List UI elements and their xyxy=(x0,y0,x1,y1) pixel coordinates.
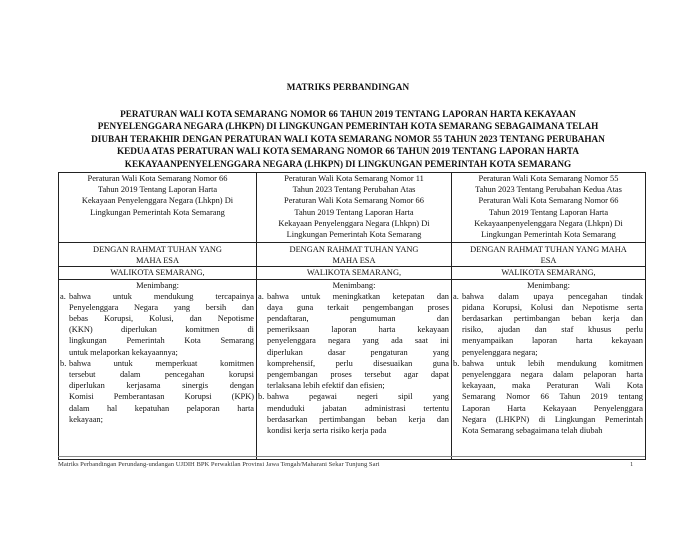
item-line: menduduki jabatan administrasi tertentu xyxy=(267,403,449,413)
document-subtitle xyxy=(48,108,648,170)
header-line: Tahun 2019 Tentang Laporan Harta xyxy=(488,207,609,217)
item-line: pengembangan proses tersebut agar dapat xyxy=(267,370,449,380)
item-line: terlaksana lebih efektif dan efisien; xyxy=(267,381,385,391)
considerations-cell xyxy=(257,279,452,459)
item-line: penyelenggara negara; xyxy=(462,347,538,357)
item-marker: a. xyxy=(258,291,264,301)
item-line: bebas Korupsi, Kolusi, dan Nepotisme xyxy=(69,314,254,324)
item-line: kondisi kerja serta risiko kerja pada xyxy=(267,426,387,436)
item-line: lingkungan Pemerintah Kota Semarang xyxy=(69,336,254,346)
menimbang-label: Menimbang: xyxy=(136,280,179,290)
regulation-header-1 xyxy=(59,173,257,243)
item-text xyxy=(267,291,451,392)
header-line: Lingkungan Pemerintah Kota Semarang xyxy=(90,207,225,217)
item-line: Negara (LHKPN) di Lingkungan Pemerintah xyxy=(462,414,643,424)
item-line: menyampaikan laporan harta kekayaan xyxy=(462,336,643,346)
item-line: dalam hal kepatuhan pelaporan harta xyxy=(69,403,254,413)
item-text xyxy=(462,291,645,358)
item-line: bahwa untuk mendukung tercapainya xyxy=(69,291,254,301)
item-marker: b. xyxy=(60,358,67,368)
considerations-cell xyxy=(59,279,257,459)
header-line: Tahun 2023 Tentang Perubahan Atas xyxy=(292,185,416,195)
subtitle-line: PERATURAN WALI KOTA SEMARANG NOMOR 66 TAHUN 2019 TENTANG LAPORAN HARTA KEKAYAAN xyxy=(120,109,576,119)
item-line: berdasarkan pertimbangan beban kerja dan xyxy=(462,314,643,324)
item-line: Penyelenggara Negara yang bersih dan xyxy=(69,302,254,312)
item-line: pendaftaran, pengumuman dan xyxy=(267,314,449,324)
subtitle-line: KEKAYAANPENYELENGGARA NEGARA (LHKPN) DI LINGKUNGAN PEMERINTAH KOTA SEMARANG xyxy=(124,158,572,169)
item-line: bahwa untuk meningkatkan ketepatan dan xyxy=(267,291,449,301)
walikota-heading: WALIKOTA SEMARANG, xyxy=(59,267,257,279)
opening-line: DENGAN RAHMAT TUHAN YANG xyxy=(289,245,419,254)
header-line: Peraturan Wali Kota Semarang Nomor 66 xyxy=(478,196,619,206)
item-line: daya guna terkait pengembangan proses xyxy=(267,302,449,312)
item-marker: a. xyxy=(453,291,459,301)
consideration-item xyxy=(59,291,256,358)
header-line: Kekayaan Penyelenggara Negara (Lhkpn) Di xyxy=(81,196,234,206)
item-line: tersebut dalam pencegahan korupsi xyxy=(69,370,254,380)
item-line: Laporan Harta Kekayaan Penyelenggara xyxy=(462,403,643,413)
item-line: risiko, ajudan dan staf khusus perlu xyxy=(462,325,643,335)
item-line: bahwa pegawai negeri sipil yang xyxy=(267,392,449,402)
header-line: Peraturan Wali Kota Semarang Nomor 66 xyxy=(87,174,228,183)
opening-row xyxy=(59,243,646,267)
header-line: Tahun 2019 Tentang Laporan Harta xyxy=(294,207,414,217)
item-line: diperlukan dasar pengaturan yang xyxy=(267,347,449,357)
walikota-heading: WALIKOTA SEMARANG, xyxy=(452,267,646,279)
opening-line: DENGAN RAHMAT TUHAN YANG MAHA xyxy=(470,245,627,254)
item-line: berdasarkan pertimbangan beban kerja dan xyxy=(267,414,449,424)
opening-phrase xyxy=(257,243,452,267)
item-line: untuk melaporkan kekayaannya; xyxy=(69,347,178,357)
header-line: Kekayaan Penyelenggara Negara (Lhkpn) Di xyxy=(278,218,430,228)
footer-divider xyxy=(58,456,645,457)
item-line: Komisi Pemberantasan Korupsi (KPK) xyxy=(69,392,254,402)
comparison-matrix xyxy=(58,172,646,460)
item-line: bahwa dalam upaya pencegahan tindak xyxy=(462,291,643,301)
item-line: bahwa untuk memperkuat komitmen xyxy=(69,358,254,368)
regulation-header-2 xyxy=(257,173,452,243)
opening-line: MAHA ESA xyxy=(332,256,376,266)
consideration-item xyxy=(59,358,256,425)
regulation-header-3 xyxy=(452,173,646,243)
item-line: pidana Korupsi, Kolusi dan Nepotisme serta xyxy=(462,302,643,312)
item-line: Semarang Nomor 66 Tahun 2019 tentang xyxy=(462,392,643,402)
item-line: pemeriksaan laporan harta kekayaan xyxy=(267,325,449,335)
subtitle-line: PENYELENGGARA NEGARA (LHKPN) DI LINGKUNGAN PEMERINTAH KOTA SEMARANG SEBAGAIMANA TELAH xyxy=(97,121,599,132)
item-marker: b. xyxy=(453,358,460,368)
item-marker: b. xyxy=(258,392,265,402)
body-row xyxy=(59,279,646,459)
item-text xyxy=(462,358,645,436)
item-text xyxy=(69,291,256,358)
footer-text: Matriks Perbandingan Perundang-undangan UJDIH BPK Perwakilan Provinsi Jawa Tengah/Maharani Sekar Tunjung Sari xyxy=(58,461,380,468)
item-line: kekayaan; xyxy=(69,414,103,424)
consideration-item xyxy=(257,391,451,436)
opening-phrase xyxy=(452,243,646,267)
page-number: 1 xyxy=(630,461,634,468)
header-line: Tahun 2023 Tentang Perubahan Kedua Atas xyxy=(475,185,622,195)
item-line: Kota Semarang sebagaimana telah diubah xyxy=(462,426,603,436)
considerations-cell xyxy=(452,279,646,459)
walikota-heading: WALIKOTA SEMARANG, xyxy=(257,267,452,279)
item-line: penyelenggara negara dalam pelaporan harta xyxy=(462,370,643,380)
menimbang-label: Menimbang: xyxy=(332,280,376,290)
consideration-item xyxy=(452,291,645,358)
item-line: penyelenggara negara yang ada saat ini xyxy=(267,336,449,346)
header-line: Peraturan Wali Kota Semarang Nomor 55 xyxy=(478,174,619,183)
header-line: Kekayaanpenyelenggara Negara (Lhkpn) Di xyxy=(474,218,623,228)
consideration-item xyxy=(257,291,451,392)
item-line: bahwa untuk lebih mendukung komitmen xyxy=(462,358,643,368)
header-line: Lingkungan Pemerintah Kota Semarang xyxy=(481,230,616,240)
opening-line: ESA xyxy=(540,256,557,266)
consideration-item xyxy=(452,358,645,436)
subtitle-line: KEDUA ATAS PERATURAN WALI KOTA SEMARANG NOMOR 66 TAHUN 2019 TENTANG LAPORAN HARTA xyxy=(117,146,579,157)
header-line: Tahun 2019 Tentang Laporan Harta xyxy=(97,185,218,195)
walikota-row xyxy=(59,267,646,279)
opening-line: MAHA ESA xyxy=(135,256,180,266)
item-line: (KKN) diperlukan komitmen di xyxy=(69,325,254,335)
subtitle-line: DIUBAH TERAKHIR DENGAN PERATURAN WALI KOTA SEMARANG NOMOR 55 TAHUN 2023 TENTANG PERUBAHAN xyxy=(91,133,605,144)
item-line: komprehensif, perlu disesuaikan guna xyxy=(267,358,449,368)
item-line: kekayaan, maka Peraturan Wali Kota xyxy=(462,381,643,391)
header-line: Lingkungan Pemerintah Kota Semarang xyxy=(286,230,422,240)
opening-line: DENGAN RAHMAT TUHAN YANG xyxy=(93,245,222,254)
header-line: Peraturan Wali Kota Semarang Nomor 66 xyxy=(284,196,424,206)
header-row xyxy=(59,173,646,243)
opening-phrase xyxy=(59,243,257,267)
item-line: diperlukan kerjasama sinergis dengan xyxy=(69,381,254,391)
item-text xyxy=(267,391,451,436)
document-title: MATRIKS PERBANDINGAN xyxy=(286,82,410,92)
item-marker: a. xyxy=(60,291,66,301)
item-text xyxy=(69,358,256,425)
header-line: Peraturan Wali Kota Semarang Nomor 11 xyxy=(284,174,424,183)
menimbang-label: Menimbang: xyxy=(527,280,570,290)
